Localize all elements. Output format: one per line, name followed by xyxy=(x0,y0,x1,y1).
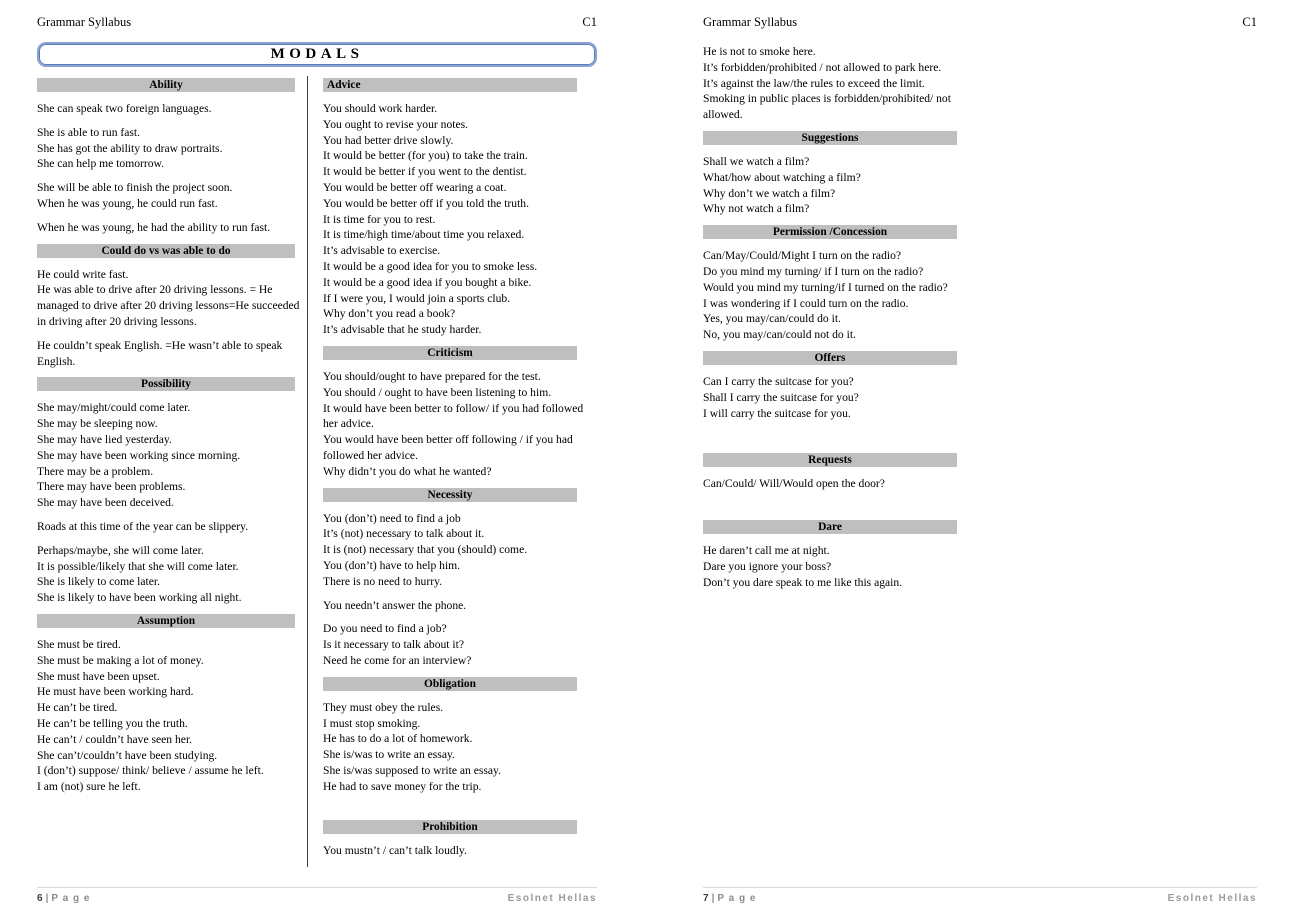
sentence: It would be a good idea for you to smoke less. xyxy=(323,259,538,273)
page-header xyxy=(703,0,1257,30)
section-heading: Permission /Concession xyxy=(703,225,957,239)
sentence: He couldn’t speak English. =He wasn’t able to speak English. xyxy=(37,338,283,368)
sentence: I was wondering if I could turn on the radio. xyxy=(703,296,909,310)
sentence: Roads at this time of the year can be slippery. xyxy=(37,519,249,533)
sentence: If I were you, I would join a sports club. xyxy=(323,291,511,305)
sentence-group xyxy=(323,369,596,480)
sentence-group xyxy=(37,400,303,511)
section-heading: Obligation xyxy=(323,677,577,691)
sentence: It would be a good idea if you bought a bike. xyxy=(323,275,532,289)
sentence: Why don’t you read a book? xyxy=(323,307,456,321)
sentence: Yes, you may/can/could do it. xyxy=(703,312,841,326)
sentence: What/how about watching a film? xyxy=(703,170,861,184)
page-number: 6 xyxy=(37,893,43,904)
sentence: She must have been upset. xyxy=(37,669,160,683)
modals-title: MODALS xyxy=(270,46,364,62)
sentence: She has got the ability to draw portraits. xyxy=(37,141,223,155)
sentence-group xyxy=(37,101,303,117)
sentence: It would be better (for you) to take the train. xyxy=(323,149,528,163)
footer-row xyxy=(37,888,597,904)
sentence: There may have been problems. xyxy=(37,480,186,494)
sentence: Don’t you dare speak to me like this again. xyxy=(703,575,903,589)
sentence: He has to do a lot of homework. xyxy=(323,732,473,746)
sentence: You needn’t answer the phone. xyxy=(323,598,467,612)
sentence-group xyxy=(37,180,303,212)
sentence: Dare you ignore your boss? xyxy=(703,559,832,573)
sentence: It’s forbidden/prohibited / not allowed to park here. xyxy=(703,60,942,74)
brand-label: Esolnet Hellas xyxy=(507,893,597,904)
sentence-group xyxy=(323,843,596,859)
modals-title-box xyxy=(37,42,597,67)
sentence: She is likely to have been working all night. xyxy=(37,591,242,605)
sentence: He had to save money for the trip. xyxy=(323,779,482,793)
sentence: They must obey the rules. xyxy=(323,700,444,714)
sentence: She is likely to come later. xyxy=(37,575,160,589)
section-heading: Assumption xyxy=(37,614,295,628)
sentence: Can/May/Could/Might I turn on the radio? xyxy=(703,249,902,263)
sentence: She can speak two foreign languages. xyxy=(37,102,212,115)
sentence: It is possible/likely that she will come later. xyxy=(37,559,239,573)
sentence: It would be better if you went to the dentist. xyxy=(323,165,527,179)
sentence: There may be a problem. xyxy=(37,464,154,478)
sentence: It’s advisable that he study harder. xyxy=(323,323,482,337)
sentence-group xyxy=(37,519,303,535)
sentence-group xyxy=(323,101,596,338)
section-heading: Could do vs was able to do xyxy=(37,244,295,258)
page-number-separator: | xyxy=(45,893,49,904)
sentence-group xyxy=(703,476,957,492)
sentence: No, you may/can/could not do it. xyxy=(703,328,856,342)
page-6-content xyxy=(37,0,597,918)
sentence: She must be tired. xyxy=(37,637,121,651)
section-heading: Advice xyxy=(323,78,577,92)
sentence: She can help me tomorrow. xyxy=(37,157,165,171)
sentence: It would have been better to follow/ if you had followed her advice. xyxy=(323,401,584,431)
page-footer xyxy=(703,887,1257,904)
sentence: Why didn’t you do what he wanted? xyxy=(323,464,492,478)
sentence: Can/Could/ Will/Would open the door? xyxy=(703,477,885,491)
brand-label: Esolnet Hellas xyxy=(1167,893,1257,904)
section-heading: Requests xyxy=(703,453,957,467)
page-7-content xyxy=(703,0,1257,918)
sentence: You (don’t) need to find a job xyxy=(323,511,461,525)
sentence-group xyxy=(323,511,596,590)
sentence: He must have been working hard. xyxy=(37,685,194,699)
sentence: Would you mind my turning/if I turned on the radio? xyxy=(703,280,948,294)
sentence: She may/might/could come later. xyxy=(37,401,191,415)
sentence-group xyxy=(323,598,596,614)
page-number-label xyxy=(37,893,90,904)
sentence-group xyxy=(37,267,303,330)
sentence: Do you mind my turning/ if I turn on the radio? xyxy=(703,264,924,278)
sentence: It’s (not) necessary to talk about it. xyxy=(323,527,485,541)
section-heading: Criticism xyxy=(323,346,577,360)
sentence: She can’t/couldn’t have been studying. xyxy=(37,748,218,762)
footer-row xyxy=(703,888,1257,904)
column-left xyxy=(37,76,303,867)
sentence: Smoking in public places is forbidden/prohibited/ not allowed. xyxy=(703,92,951,122)
sentence: Why don’t we watch a film? xyxy=(703,186,836,200)
sentence: You should work harder. xyxy=(323,102,438,115)
sentence-group xyxy=(37,220,303,236)
sentence: When he was young, he could run fast. xyxy=(37,196,218,210)
sentence: She will be able to finish the project soon. xyxy=(37,181,233,195)
column-divider xyxy=(307,76,308,867)
sentence: You would have been better off following / if you had followed her advice. xyxy=(323,433,573,462)
sentence: Shall we watch a film? xyxy=(703,154,810,168)
section-heading: Ability xyxy=(37,78,295,92)
sentence: You had better drive slowly. xyxy=(323,133,454,147)
sentence: It is time/high time/about time you relaxed. xyxy=(323,228,525,242)
page-header xyxy=(37,0,597,30)
page-footer xyxy=(37,887,597,904)
page-number-label xyxy=(703,893,756,904)
page-number-separator: | xyxy=(711,893,715,904)
doc-title: Grammar Syllabus xyxy=(37,15,132,29)
sentence: She must be making a lot of money. xyxy=(37,653,204,667)
sentence: She is able to run fast. xyxy=(37,125,141,139)
sentence-group xyxy=(703,154,957,217)
sentence-group xyxy=(37,637,303,795)
page-number: 7 xyxy=(703,893,709,904)
sentence-group xyxy=(37,125,303,172)
level-badge: C1 xyxy=(582,15,597,29)
sentence: He is not to smoke here. xyxy=(703,45,816,58)
sentence: You would be better off if you told the truth. xyxy=(323,196,529,210)
sentence: You mustn’t / can’t talk loudly. xyxy=(323,844,467,858)
column-single xyxy=(703,44,957,591)
sentence: You ought to revise your notes. xyxy=(323,117,469,131)
sentence: You would be better off wearing a coat. xyxy=(323,180,507,194)
sentence-group xyxy=(37,543,303,606)
sentence-group xyxy=(703,44,957,123)
sentence: I will carry the suitcase for you. xyxy=(703,406,851,420)
column-middle xyxy=(323,76,596,867)
sentence: You (don’t) have to help him. xyxy=(323,558,461,572)
sentence: He can’t be telling you the truth. xyxy=(37,716,188,730)
sentence: Is it necessary to talk about it? xyxy=(323,638,465,652)
sentence: Do you need to find a job? xyxy=(323,622,447,636)
sentence: You should/ought to have prepared for the test. xyxy=(323,369,541,383)
sentence-group xyxy=(323,621,596,668)
sentence: He daren’t call me at night. xyxy=(703,544,830,558)
sentence: Shall I carry the suitcase for you? xyxy=(703,390,859,404)
sentence: He was able to drive after 20 driving lessons. = He managed to drive after 20 driving lessons=He succeeded in driving after 20 driving lessons. xyxy=(37,283,300,328)
page-word: P a g e xyxy=(51,893,91,904)
sentence: Why not watch a film? xyxy=(703,202,810,216)
sentence: She may have been working since morning. xyxy=(37,448,241,462)
level-badge: C1 xyxy=(1242,15,1257,29)
sentence: She may have been deceived. xyxy=(37,496,174,510)
section-heading: Possibility xyxy=(37,377,295,391)
section-heading: Suggestions xyxy=(703,131,957,145)
sentence: He can’t be tired. xyxy=(37,701,118,715)
sentence: She is/was to write an essay. xyxy=(323,748,455,762)
two-column-layout xyxy=(37,76,597,867)
sentence-group xyxy=(37,338,303,370)
section-heading: Offers xyxy=(703,351,957,365)
sentence: Can I carry the suitcase for you? xyxy=(703,374,854,388)
page-word: P a g e xyxy=(717,893,757,904)
sentence: He can’t / couldn’t have seen her. xyxy=(37,732,193,746)
sentence: I am (not) sure he left. xyxy=(37,780,141,794)
sentence: I must stop smoking. xyxy=(323,716,421,730)
sentence: There is no need to hurry. xyxy=(323,574,443,588)
sentence: It is (not) necessary that you (should) come. xyxy=(323,543,528,557)
sentence: It’s against the law/the rules to exceed the limit. xyxy=(703,76,925,90)
sentence-group xyxy=(323,700,596,795)
sentence: When he was young, he had the ability to run fast. xyxy=(37,220,271,234)
section-heading: Prohibition xyxy=(323,820,577,834)
sentence: It is time for you to rest. xyxy=(323,212,436,226)
sentence: Need he come for an interview? xyxy=(323,653,472,667)
sentence: She may have lied yesterday. xyxy=(37,432,172,446)
page-7 xyxy=(651,0,1302,918)
sentence: She is/was supposed to write an essay. xyxy=(323,763,501,777)
sentence: He could write fast. xyxy=(37,267,129,281)
doc-title: Grammar Syllabus xyxy=(703,15,798,29)
sentence: Perhaps/maybe, she will come later. xyxy=(37,543,204,557)
sentence-group xyxy=(703,248,957,343)
sentence: You should / ought to have been listening to him. xyxy=(323,385,552,399)
section-heading: Necessity xyxy=(323,488,577,502)
sentence-group xyxy=(703,374,957,421)
sentence: She may be sleeping now. xyxy=(37,417,158,431)
sentence: It’s advisable to exercise. xyxy=(323,244,441,258)
sentence-group xyxy=(703,543,957,590)
sentence: I (don’t) suppose/ think/ believe / assume he left. xyxy=(37,764,264,778)
section-heading: Dare xyxy=(703,520,957,534)
